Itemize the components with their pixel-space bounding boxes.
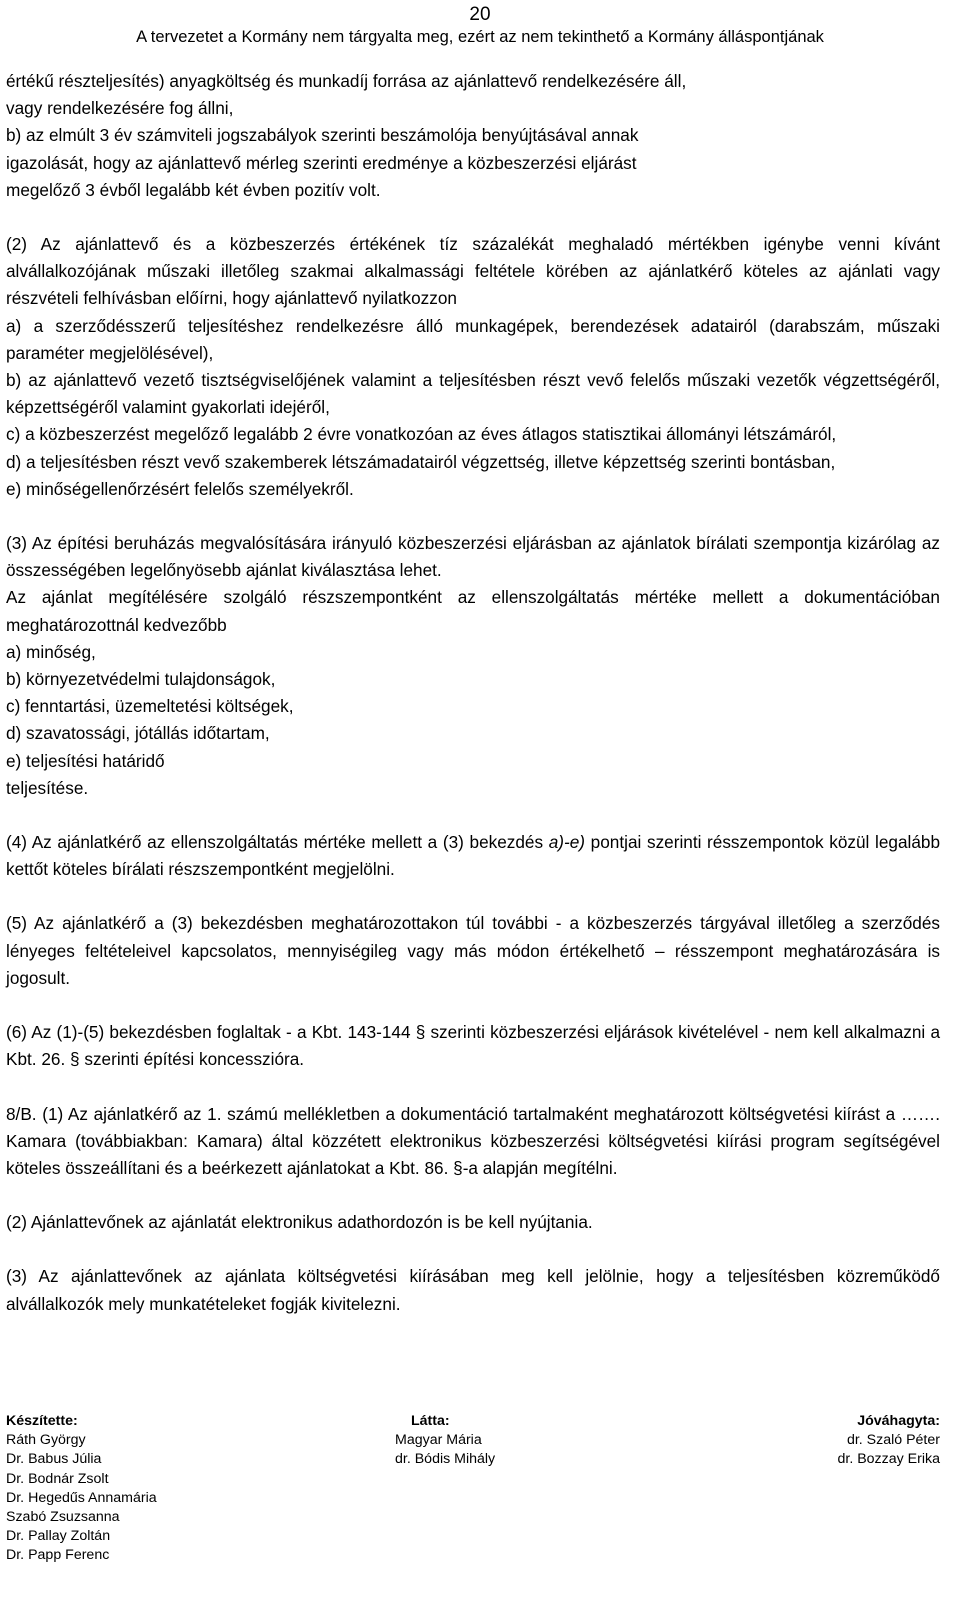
prepared-name: Dr. Babus Júlia	[6, 1451, 102, 1468]
paragraph-3-item: c) fenntartási, üzemeltetési költségek,	[6, 696, 294, 717]
paragraph-2-item: b) az ajánlattevő vezető tisztségviselőjének valamint a teljesítésben részt vevő felelős műszaki vezetők végzettségéről, képzettségéről valamint gyakorlati idejéről,	[6, 370, 940, 418]
paragraph-6: (6) Az (1)-(5) bekezdésben foglaltak - a Kbt. 143-144 § szerinti közbeszerzési eljárások kivételével - nem kell alkalmazni a Kbt. 26. § szerinti építési koncesszióra.	[6, 1022, 940, 1070]
intro-lines	[6, 68, 940, 204]
seen-name: dr. Bódis Mihály	[395, 1451, 496, 1468]
paragraph-8b-3: (3) Az ajánlattevőnek az ajánlata költségvetési kiírásában meg kell jelölnie, hogy a teljesítésben közreműködő alvállalkozók mely munkatételeket fogják kivitelezni.	[6, 1266, 940, 1314]
paragraph-3-text: (3) Az építési beruházás megvalósítására irányuló közbeszerzési eljárásban az ajánlatok bírálati szempontja kizárólag az összességében legelőnyösebb ajánlat kiválasztása lehet.	[6, 533, 940, 581]
seen-name: Magyar Mária	[395, 1432, 482, 1449]
document-body	[6, 68, 940, 1318]
paragraph-3-item: b) környezetvédelmi tulajdonságok,	[6, 669, 276, 690]
intro-line: vagy rendelkezésére fog állni,	[6, 98, 234, 119]
paragraph-3-text: Az ajánlat megítélésére szolgáló részszempontként az ellenszolgáltatás mértéke mellett a dokumentációban meghatározottnál kedvezőbb	[6, 587, 940, 635]
paragraph-4-emphasis: a)-e)	[548, 832, 586, 853]
paragraph-4-before: (4) Az ajánlatkérő az ellenszolgáltatás mértéke mellett a (3) bekezdés	[6, 832, 549, 853]
paragraph-3-item: a) minőség,	[6, 641, 96, 662]
paragraph-2-item: c) a közbeszerzést megelőző legalább 2 évre vonatkozóan az éves átlagos statisztikai állományi létszámáról,	[6, 424, 837, 445]
prepared-name: Ráth György	[6, 1432, 86, 1449]
approved-name: dr. Bozzay Erika	[837, 1451, 940, 1468]
seen-label: Látta:	[411, 1413, 450, 1429]
intro-line: megelőző 3 évből legalább két évben pozitív volt.	[6, 179, 381, 200]
paragraph-3-item: teljesítése.	[6, 777, 89, 798]
seen-column	[395, 1412, 495, 1470]
paragraph-2-item: d) a teljesítésben részt vevő szakemberek létszámadatairól végzettség, illetve képzettség szerinti bontásban,	[6, 451, 836, 472]
prepared-column	[6, 1412, 157, 1566]
paragraph-5: (5) Az ajánlatkérő a (3) bekezdésben meghatározottakon túl további - a közbeszerzés tárgyával illetőleg a szerződés lényeges feltételeivel kapcsolatos, mennyiségileg vagy más módon értékelhető – résszempont meghatározására is jogosult.	[6, 913, 940, 988]
approved-name: dr. Szaló Péter	[846, 1432, 940, 1449]
paragraph-8b-2: (2) Ajánlattevőnek az ajánlatát elektronikus adathordozón is be kell nyújtania.	[6, 1212, 593, 1233]
paragraph-8b-1: 8/B. (1) Az ajánlatkérő az 1. számú mellékletben a dokumentáció tartalmaként meghatározott költségvetési kiírást a ……. Kamara (továbbiakban: Kamara) által közzétett elektronikus közbeszerzési költségvetési kiírási program segítségével köteles összeállítani és a beérkezett ajánlatokat a Kbt. 86. §-a alapján megítélni.	[6, 1103, 940, 1178]
prepared-name: Dr. Papp Ferenc	[6, 1547, 110, 1564]
prepared-label: Készítette:	[6, 1413, 78, 1429]
intro-line: b) az elmúlt 3 év számviteli jogszabályok szerinti beszámolója benyújtásával annak	[6, 125, 639, 146]
page-number: 20	[469, 4, 491, 25]
paragraph-4-after: pontjai szerinti résszempontok közül legalább kettőt köteles bírálati részszempontként megjelölni.	[6, 832, 941, 880]
prepared-name: Szabó Zsuzsanna	[6, 1509, 120, 1526]
paragraph-2: (2) Az ajánlattevő és a közbeszerzés értékének tíz százalékát meghaladó mértékben igénybe venni kívánt alvállalkozójának műszaki illetőleg szakmai alkalmassági feltétele körében az ajánlatkérő köteles az ajánlati vagy részvételi felhívásban előírni, hogy ajánlattevő nyilatkozzon	[6, 234, 940, 309]
prepared-name: Dr. Pallay Zoltán	[6, 1528, 111, 1545]
paragraph-4	[6, 829, 940, 883]
paragraph-2-item: a) a szerződésszerű teljesítéshez rendelkezésre álló munkagépek, berendezések adatairól (darabszám, műszaki paraméter megjelölésével),	[6, 315, 940, 363]
intro-line: igazolását, hogy az ajánlattevő mérleg szerinti eredménye a közbeszerzési eljárást	[6, 152, 637, 173]
prepared-name: Dr. Bodnár Zsolt	[6, 1470, 109, 1487]
header-note: A tervezetet a Kormány nem tárgyalta meg, ezért az nem tekinthető a Kormány álláspontjának	[136, 28, 824, 46]
approved-label: Jóváhagyta:	[857, 1413, 940, 1429]
paragraph-3-item: d) szavatossági, jótállás időtartam,	[6, 723, 270, 744]
prepared-name: Dr. Hegedűs Annamária	[6, 1489, 157, 1506]
paragraph-2-item: e) minőségellenőrzésért felelős személyekről.	[6, 478, 354, 499]
approved-column	[837, 1412, 940, 1470]
intro-line: értékű részteljesítés) anyagköltség és munkadíj forrása az ajánlattevő rendelkezésére áll,	[6, 71, 687, 91]
paragraph-3-item: e) teljesítési határidő	[6, 750, 165, 771]
